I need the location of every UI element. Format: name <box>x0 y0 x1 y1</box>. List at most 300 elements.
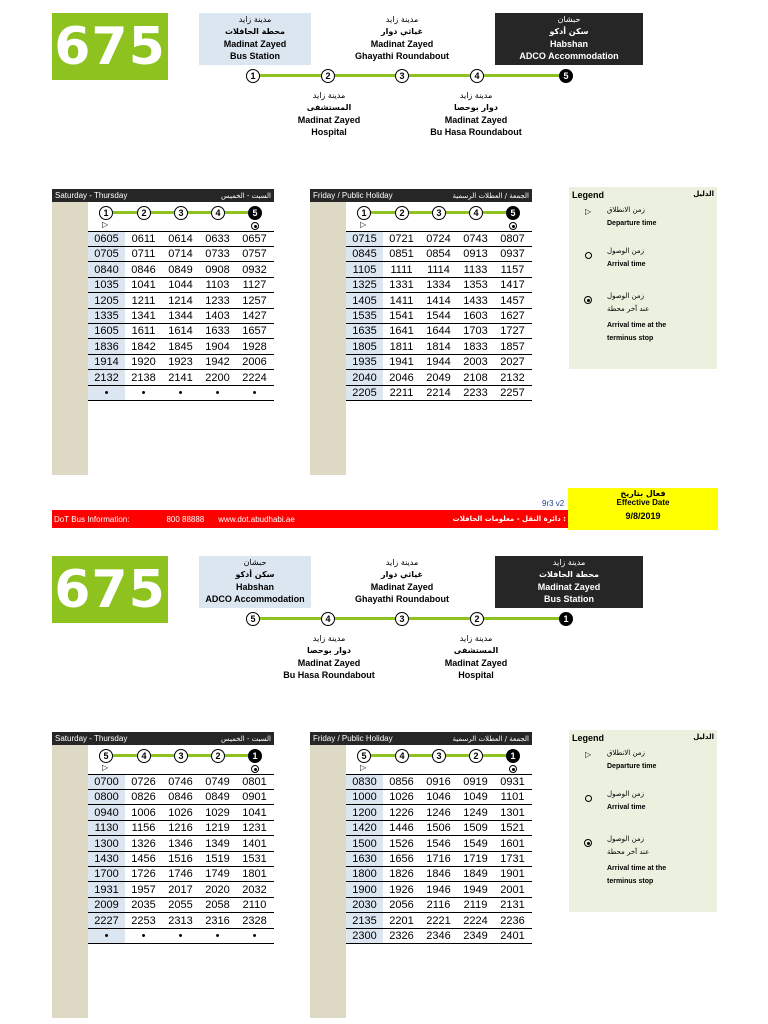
time-cell: 1041 <box>131 279 156 292</box>
time-cell: 2110 <box>242 899 267 912</box>
time-cell: 1403 <box>205 310 230 322</box>
time-cell: 0937 <box>500 248 525 261</box>
time-cell: 2027 <box>500 356 525 369</box>
legend-ar: زمن الوصول <box>607 292 645 300</box>
route-number: 675 <box>54 559 166 620</box>
time-cell: 2001 <box>500 883 525 896</box>
time-cell: 0726 <box>131 776 156 788</box>
time-cell: 0724 <box>426 233 451 245</box>
time-cell: • <box>215 387 220 399</box>
legend-en: Departure time <box>607 220 657 227</box>
time-cell: 2349 <box>463 930 488 942</box>
time-cell: 0733 <box>205 248 230 261</box>
time-cell: 1226 <box>389 806 414 819</box>
time-cell: • <box>178 930 183 942</box>
time-cell: 1541 <box>389 310 414 322</box>
time-cell: 1133 <box>463 263 488 276</box>
stop-ar-city: مدينة زايد <box>312 634 346 643</box>
time-cell: 1509 <box>463 822 488 835</box>
time-cell: 0851 <box>389 248 414 261</box>
time-cell: 1901 <box>500 868 525 881</box>
table-row <box>88 386 274 401</box>
time-cell: 1246 <box>426 806 451 819</box>
time-cell: 1006 <box>131 806 156 819</box>
side-strip <box>310 202 346 475</box>
time-cell: 2236 <box>500 914 525 927</box>
time-cell: 1641 <box>389 325 414 338</box>
time-cell: 0633 <box>205 233 230 245</box>
time-cell: 1836 <box>94 340 119 353</box>
time-cell: 2224 <box>463 914 488 927</box>
time-cell: 0743 <box>463 233 488 245</box>
stop-en-city: Madinat Zayed <box>444 658 508 668</box>
stop-card-hospital <box>273 90 385 138</box>
time-cell: 0901 <box>242 791 267 804</box>
time-cell: 1411 <box>389 294 414 307</box>
time-cell: 1957 <box>131 883 156 896</box>
table-row <box>346 867 532 882</box>
info-bar <box>52 510 568 528</box>
legend-en: Arrival time at the <box>607 865 667 872</box>
time-cell: 1516 <box>168 853 193 865</box>
time-cell: 1805 <box>352 340 377 353</box>
time-cell: 1214 <box>168 294 193 307</box>
stop-en-name: Bu Hasa Roundabout <box>283 670 375 680</box>
stop-marker-3: 3 <box>395 69 409 83</box>
stop-en-name: Ghayathi Roundabout <box>355 51 449 61</box>
time-cell: 2346 <box>426 930 451 942</box>
table-row <box>88 898 274 913</box>
table-row <box>88 355 274 370</box>
time-cell: 1044 <box>168 279 193 292</box>
time-cell: 0913 <box>463 248 488 261</box>
legend-ar: زمن الوصول <box>607 247 645 255</box>
side-strip <box>52 202 88 475</box>
time-cell: 1130 <box>94 822 119 835</box>
time-cell: 2257 <box>500 387 525 399</box>
time-cell: 2201 <box>389 914 414 927</box>
time-cell: 1946 <box>426 883 451 896</box>
stop-ar-name: المستشفى <box>453 646 499 655</box>
stop-en-city: Madinat Zayed <box>537 582 601 592</box>
stop-ar-city: مدينة زايد <box>312 91 346 100</box>
time-cell: 1726 <box>131 868 156 881</box>
legend-terminus <box>607 833 666 888</box>
time-cell: 0919 <box>463 776 488 788</box>
time-cell: 0932 <box>242 263 267 276</box>
col-stop-2: 2 <box>211 749 225 763</box>
time-cell: 1041 <box>242 806 267 819</box>
time-cell: 1601 <box>500 837 525 850</box>
time-cell: 1401 <box>242 837 267 850</box>
time-cell: 2138 <box>131 371 156 384</box>
col-stop-1: 1 <box>99 206 113 220</box>
time-cell: 1826 <box>389 868 414 881</box>
time-cell: 1456 <box>131 853 156 865</box>
header-ar: السبت - الخميس <box>221 734 271 743</box>
header-en: Saturday - Thursday <box>55 734 128 743</box>
table-row <box>346 914 532 929</box>
legend-ar: زمن الانطلاق <box>607 749 645 757</box>
legend-en: Arrival time <box>607 261 646 268</box>
departure-icon: ▷ <box>585 207 592 216</box>
table-row <box>346 247 532 262</box>
route-number-badge <box>52 556 168 623</box>
time-cell: 2224 <box>242 371 267 384</box>
time-cell: 2009 <box>94 899 119 912</box>
legend-en: terminus stop <box>607 335 654 342</box>
col-stop-2: 2 <box>469 749 483 763</box>
time-cell: 0846 <box>131 263 156 276</box>
time-cell: 0800 <box>94 791 119 804</box>
stop-card-adco <box>199 556 311 608</box>
time-cell: 2003 <box>463 356 488 369</box>
table-row <box>88 775 274 790</box>
time-cell: • <box>252 387 257 399</box>
time-cell: 1914 <box>94 356 119 369</box>
table-row <box>88 278 274 293</box>
table-row <box>346 263 532 278</box>
table-row <box>346 294 532 309</box>
terminus-icon <box>509 222 517 230</box>
time-cell: 1257 <box>242 294 267 307</box>
col-stop-3: 3 <box>432 206 446 220</box>
time-cell: 1331 <box>389 279 414 292</box>
time-cell: 1341 <box>131 310 156 322</box>
time-cell: 1635 <box>352 325 377 338</box>
time-cell: 1026 <box>168 806 193 819</box>
stop-ar-name: غياثي دوار <box>380 27 424 36</box>
time-cell: 0849 <box>205 791 230 804</box>
time-cell: 2030 <box>352 899 377 912</box>
time-cell: 1521 <box>500 822 525 835</box>
stop-ar-city: مدينة زايد <box>385 15 419 24</box>
time-cell: 1928 <box>242 340 267 353</box>
time-cell: 0931 <box>500 776 525 788</box>
time-cell: 2116 <box>426 899 451 912</box>
time-cell: 0611 <box>131 233 156 245</box>
time-cell: 1334 <box>426 279 451 292</box>
time-cell: 1300 <box>94 837 119 850</box>
legend-departure <box>607 747 656 773</box>
col-stop-2: 2 <box>395 206 409 220</box>
stop-marker-1: 1 <box>246 69 260 83</box>
time-cell: • <box>141 930 146 942</box>
time-cell: • <box>141 387 146 399</box>
time-cell: 1000 <box>352 791 377 804</box>
time-cell: 1845 <box>168 340 193 353</box>
time-cell: 2032 <box>242 883 267 896</box>
table-row <box>88 340 274 355</box>
time-cell: 1344 <box>168 310 193 322</box>
route-line <box>253 74 567 77</box>
time-cell: 1433 <box>463 294 488 307</box>
stop-ar-city: حبشان <box>243 558 267 567</box>
time-cell: 1935 <box>352 356 377 369</box>
time-cell: 0705 <box>94 248 119 261</box>
time-cell: 1603 <box>463 310 488 322</box>
col-stop-5: 5 <box>99 749 113 763</box>
time-cell: 2040 <box>352 371 377 384</box>
side-strip <box>310 745 346 1018</box>
legend-title: Legend <box>572 733 605 743</box>
table-row <box>88 263 274 278</box>
time-cell: 2049 <box>426 371 451 384</box>
table-row <box>346 340 532 355</box>
stop-marker-5: 5 <box>559 69 573 83</box>
effective-date-box <box>568 488 718 530</box>
time-cell: 1249 <box>463 806 488 819</box>
time-cell: 1500 <box>352 837 377 850</box>
stop-en-name: Ghayathi Roundabout <box>355 594 449 604</box>
stop-en-name: ADCO Accommodation <box>519 51 619 61</box>
stop-ar-city: مدينة زايد <box>459 634 493 643</box>
stop-en-city: Habshan <box>549 39 588 49</box>
time-cell: 0700 <box>94 776 119 788</box>
stop-card-bu-hasa <box>273 633 385 681</box>
time-cell: 0845 <box>352 248 377 261</box>
stop-card-adco <box>495 13 643 65</box>
time-cell: 1127 <box>242 279 267 292</box>
time-cell: 2200 <box>205 371 230 384</box>
header-ar: الجمعة / العطلات الرسمية <box>452 734 529 743</box>
time-cell: 1923 <box>168 356 193 369</box>
time-cell: 2119 <box>463 899 488 912</box>
col-stop-3: 3 <box>432 749 446 763</box>
time-cell: 2006 <box>242 356 267 369</box>
stop-en-city: Madinat Zayed <box>297 658 361 668</box>
time-cell: 2214 <box>426 387 451 399</box>
time-cell: 1325 <box>352 279 377 292</box>
time-cell: 1746 <box>168 868 193 881</box>
time-cell: 0721 <box>389 233 414 245</box>
time-cell: 1549 <box>463 837 488 850</box>
col-stop-4: 4 <box>395 749 409 763</box>
time-cell: 2131 <box>500 899 525 912</box>
time-cell: 1446 <box>389 822 414 835</box>
time-cell: 2316 <box>205 914 230 927</box>
time-cell: 1703 <box>463 325 488 338</box>
route-number-badge <box>52 13 168 80</box>
time-cell: 0846 <box>168 791 193 804</box>
table-row <box>346 806 532 821</box>
stop-card-hospital <box>420 633 532 681</box>
stop-en-name: Bus Station <box>543 594 594 604</box>
table-row <box>346 898 532 913</box>
friday-table-header <box>310 189 532 202</box>
time-cell: 1857 <box>500 340 525 353</box>
time-cell: 0830 <box>352 776 377 788</box>
table-row <box>346 929 532 944</box>
time-cell: 1700 <box>94 868 119 881</box>
time-cell: 1931 <box>94 883 119 896</box>
stop-ar-name: سكن أدكو <box>235 570 275 579</box>
table-row <box>346 790 532 805</box>
time-cell: 1633 <box>205 325 230 338</box>
time-cell: 1842 <box>131 340 156 353</box>
time-cell: 0711 <box>131 248 156 261</box>
legend-terminus <box>607 290 666 345</box>
time-cell: 2020 <box>205 883 230 896</box>
weekday-table-header <box>52 189 274 202</box>
time-cell: 1026 <box>389 791 414 804</box>
time-cell: 2326 <box>389 930 414 942</box>
col-stop-2: 2 <box>137 206 151 220</box>
terminus-icon <box>584 296 592 304</box>
terminus-icon <box>251 765 259 773</box>
info-phone[interactable]: 800 88888 <box>166 514 205 524</box>
stop-en-name: ADCO Accommodation <box>205 594 305 604</box>
table-row <box>88 883 274 898</box>
side-strip <box>52 745 88 1018</box>
time-cell: 1719 <box>463 853 488 865</box>
stop-ar-name: دوار بوحصا <box>454 103 498 112</box>
table-row <box>346 232 532 247</box>
stop-card-ghayathi <box>346 13 458 65</box>
col-stop-3: 3 <box>174 749 188 763</box>
time-cell: 1414 <box>426 294 451 307</box>
col-stop-1: 1 <box>248 749 262 763</box>
stop-ar-city: مدينة زايد <box>238 15 272 24</box>
time-cell: 2035 <box>131 899 156 912</box>
time-cell: • <box>104 387 109 399</box>
table-row <box>346 371 532 386</box>
time-cell: 1157 <box>500 263 525 276</box>
arrival-icon <box>585 795 592 802</box>
stop-en-name: Bus Station <box>229 51 280 61</box>
stop-marker-4: 4 <box>470 69 484 83</box>
time-cell: 2017 <box>168 883 193 896</box>
stop-ar-name: دوار بوحصا <box>307 646 351 655</box>
time-cell: 1353 <box>463 279 488 292</box>
stop-en-name: Bu Hasa Roundabout <box>430 127 522 137</box>
col-stop-3: 3 <box>174 206 188 220</box>
stop-en-city: Habshan <box>235 582 274 592</box>
stop-en-city: Madinat Zayed <box>370 39 434 49</box>
time-cell: • <box>104 930 109 942</box>
table-row <box>346 837 532 852</box>
time-cell: 0916 <box>426 776 451 788</box>
time-cell: 1811 <box>389 340 414 353</box>
col-stop-4: 4 <box>211 206 225 220</box>
time-cell: 1800 <box>352 868 377 881</box>
version-label: 9r3 v2 <box>542 499 565 508</box>
departure-icon: ▷ <box>102 220 109 229</box>
stop-marker-4: 4 <box>321 612 335 626</box>
legend-title-ar: الدليل <box>693 733 714 741</box>
table-row <box>346 278 532 293</box>
table-row <box>88 852 274 867</box>
time-cell: 1233 <box>205 294 230 307</box>
time-cell: 2233 <box>463 387 488 399</box>
friday-table-header <box>310 732 532 745</box>
time-cell: 1949 <box>463 883 488 896</box>
time-cell: 1849 <box>463 868 488 881</box>
time-cell: 0749 <box>205 776 230 788</box>
col-stop-4: 4 <box>137 749 151 763</box>
stop-card-bus-station <box>495 556 643 608</box>
time-cell: 1941 <box>389 356 414 369</box>
legend-en: Departure time <box>607 763 657 770</box>
legend-panel <box>569 730 717 912</box>
table-row <box>88 232 274 247</box>
table-row <box>346 852 532 867</box>
route-line <box>253 617 567 620</box>
legend-title: Legend <box>572 190 605 200</box>
header-ar: السبت - الخميس <box>221 191 271 200</box>
time-cell: 1942 <box>205 356 230 369</box>
stop-ar-city: مدينة زايد <box>459 91 493 100</box>
time-cell: 1427 <box>242 310 267 322</box>
route-number: 675 <box>54 16 166 77</box>
time-cell: 1111 <box>390 263 413 276</box>
time-cell: 2108 <box>463 371 488 384</box>
stop-ar-city: مدينة زايد <box>552 558 586 567</box>
table-row <box>346 324 532 339</box>
departure-icon: ▷ <box>360 763 367 772</box>
legend-ar: زمن الوصول <box>607 835 645 843</box>
table-row <box>88 821 274 836</box>
time-cell: 1417 <box>500 279 525 292</box>
time-cell: 2401 <box>500 930 525 942</box>
col-stop-5: 5 <box>506 206 520 220</box>
time-cell: 1657 <box>242 325 267 338</box>
departure-icon: ▷ <box>585 750 592 759</box>
time-cell: 1727 <box>500 325 525 338</box>
table-row <box>88 309 274 324</box>
legend-panel <box>569 187 717 369</box>
time-cell: 1526 <box>389 837 414 850</box>
stop-en-name: Hospital <box>311 127 347 137</box>
time-cell: 1430 <box>94 853 119 865</box>
time-cell: 1644 <box>426 325 451 338</box>
time-cell: 0908 <box>205 263 230 276</box>
table-row <box>88 790 274 805</box>
col-stop-5: 5 <box>248 206 262 220</box>
time-cell: 2221 <box>426 914 451 927</box>
legend-ar: عند آخر محطة <box>607 305 650 313</box>
time-cell: 0657 <box>242 233 267 245</box>
time-cell: 1219 <box>205 822 230 835</box>
time-cell: 1506 <box>426 822 451 835</box>
time-cell: 1326 <box>131 837 156 850</box>
header-en: Saturday - Thursday <box>55 191 128 200</box>
table-row <box>88 324 274 339</box>
col-stop-5: 5 <box>357 749 371 763</box>
table-row <box>88 837 274 852</box>
stop-card-bu-hasa <box>420 90 532 138</box>
stop-ar-name: محطة الحافلات <box>224 27 285 36</box>
time-cell: 1535 <box>352 310 377 322</box>
time-cell: 1035 <box>94 279 119 292</box>
time-cell: 2058 <box>205 899 230 912</box>
table-row <box>88 929 274 944</box>
info-website[interactable]: www.dot.abudhabi.ae <box>218 514 295 524</box>
time-cell: 1904 <box>205 340 230 353</box>
stop-en-name: Hospital <box>458 670 494 680</box>
time-cell: 2046 <box>389 371 414 384</box>
legend-ar: عند آخر محطة <box>607 848 650 856</box>
time-cell: 1614 <box>168 325 193 338</box>
time-cell: 1205 <box>94 294 119 307</box>
stop-en-city: Madinat Zayed <box>223 39 287 49</box>
time-cell: 1926 <box>389 883 414 896</box>
time-cell: 1405 <box>352 294 377 307</box>
stop-ar-city: حبشان <box>557 15 581 24</box>
time-cell: 0940 <box>94 806 119 819</box>
header-en: Friday / Public Holiday <box>313 191 393 200</box>
info-ar: دائرة النقل - معلومات الحافلات : <box>452 515 566 523</box>
